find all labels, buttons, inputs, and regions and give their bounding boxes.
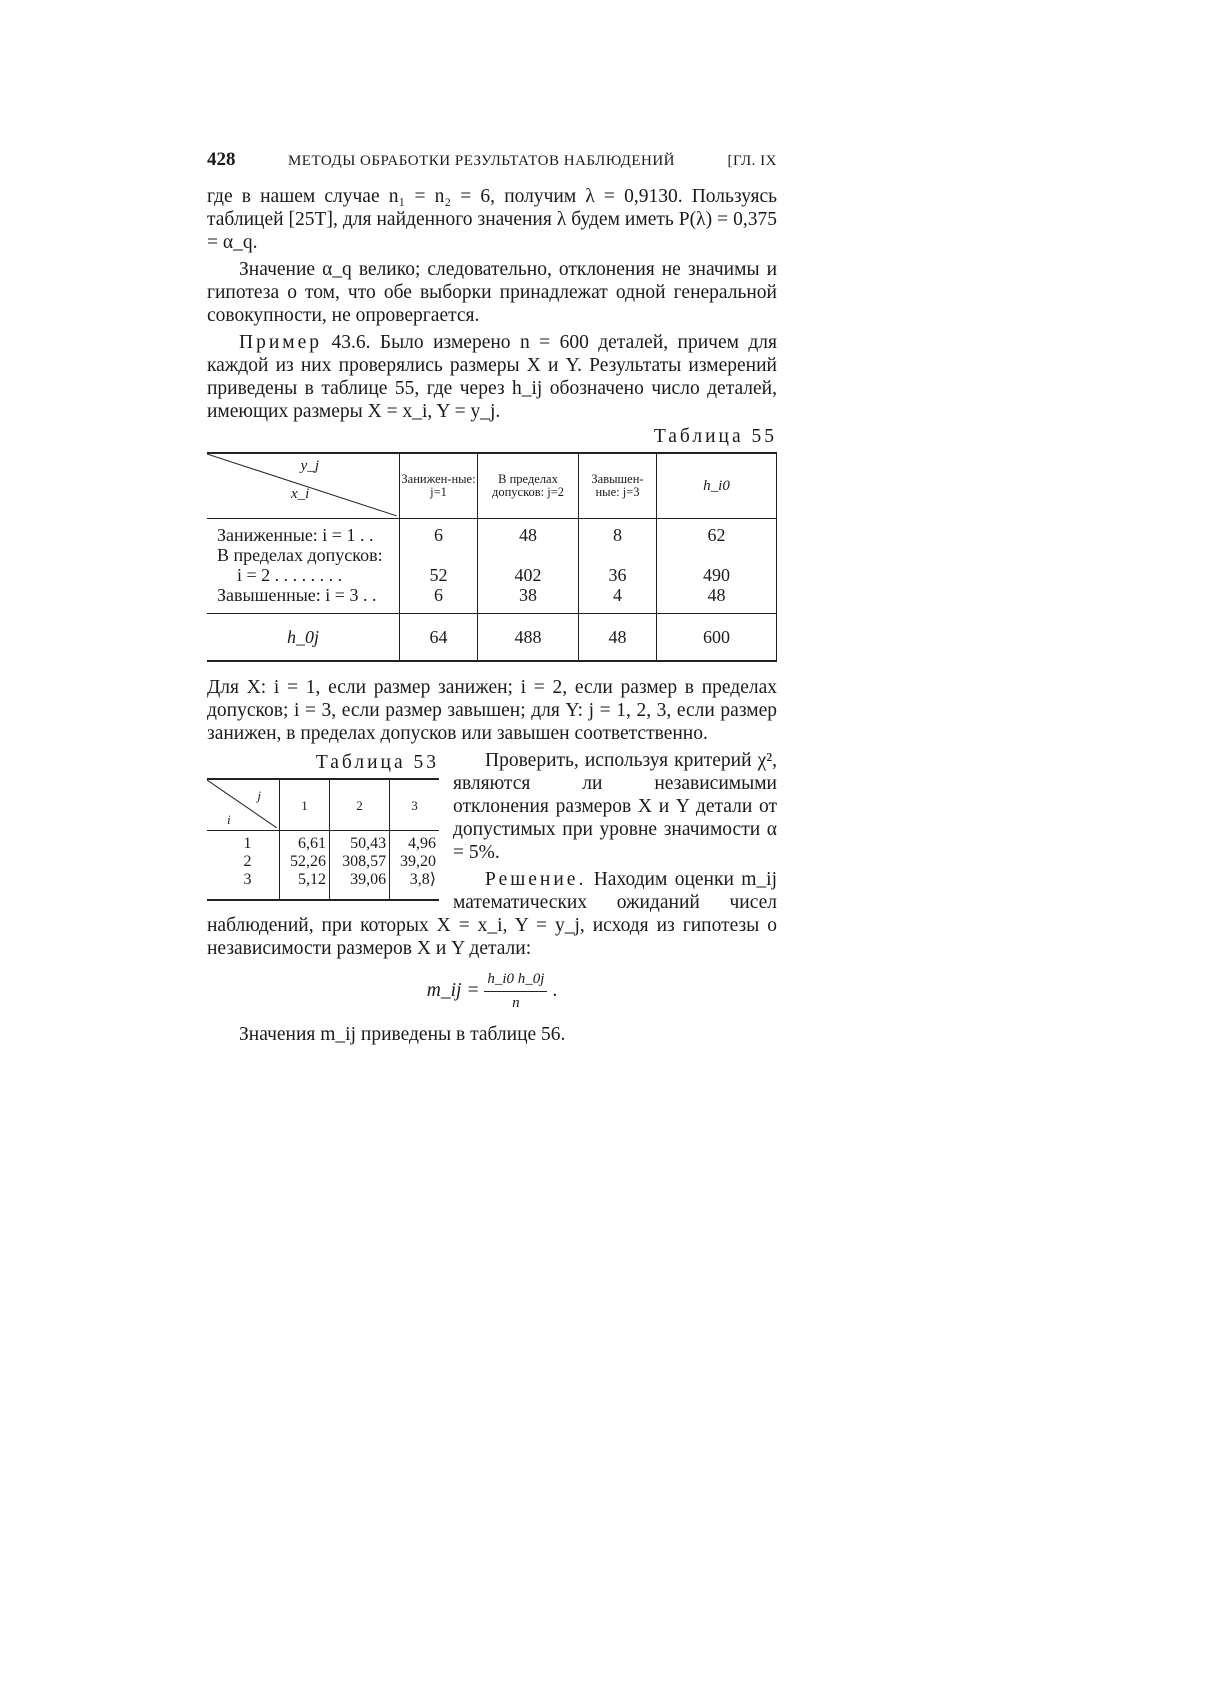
paragraph-2: Значение α_q велико; следовательно, отклонения не значимы и гипотеза о том, что обе выборки принадлежат одной генеральной совокупности, не опровергается. — [207, 259, 777, 326]
t53-col1 — [280, 831, 330, 901]
formula — [207, 968, 777, 1015]
t53-i-1: 1 — [243, 835, 252, 852]
cell-3-3: 4 — [613, 585, 622, 605]
col-header-2: В пределах допусков: j=2 — [478, 453, 579, 519]
col2-values — [478, 519, 579, 614]
t53-cell-1-2: 50,43 — [350, 835, 387, 852]
cell-2-1: 52 — [429, 565, 448, 585]
t53-cell-2-3: 39,20 — [400, 853, 436, 870]
t53-i-2: 2 — [243, 853, 252, 870]
col-header-3: Завышен-ные: j=3 — [579, 453, 657, 519]
paragraph-7: Значения m_ij приведены в таблице 56. — [239, 1024, 566, 1045]
table55-body-row — [207, 519, 777, 614]
corner-label-yj: y_j — [300, 458, 319, 474]
row-label-3: Завышенные: i = 3 . . — [217, 585, 377, 605]
running-title: МЕТОДЫ ОБРАБОТКИ РЕЗУЛЬТАТОВ НАБЛЮДЕНИЙ — [287, 153, 676, 169]
diagonal-line — [207, 780, 277, 828]
table55-caption: Таблица 55 — [653, 426, 777, 447]
t53-cell-2-2: 308,57 — [342, 853, 387, 870]
corner-label-j: j — [257, 788, 261, 803]
formula-lhs: m_ij = — [426, 979, 480, 1001]
t53-col-header-1: 1 — [280, 779, 330, 831]
cell-1-4: 62 — [707, 525, 726, 545]
corner-label-i: i — [227, 812, 231, 827]
footer-2: 488 — [478, 614, 579, 662]
cell-2-4: 490 — [703, 565, 730, 585]
example-lead: Пример — [239, 332, 323, 353]
table55-footer-row — [207, 614, 777, 662]
formula-denominator: n — [512, 995, 520, 1011]
cell-3-1: 6 — [434, 585, 443, 605]
text-with-float — [207, 749, 777, 960]
solution-lead: Решение. — [485, 869, 587, 890]
footer-1: 64 — [400, 614, 478, 662]
row-label-2a: В пределах допусков: — [217, 545, 383, 565]
table53-header-row — [207, 779, 439, 831]
t53-cell-1-1: 6,61 — [298, 835, 327, 852]
paragraph-5: Проверить, используя критерий χ², являются ли независимыми отклонения размеров X и Y детали от допустимых при уровне значимости α = 5%. — [453, 750, 777, 863]
t53-cell-3-1: 5,12 — [298, 871, 327, 888]
col1-values — [400, 519, 478, 614]
col-header-4: h_i0 — [657, 453, 777, 519]
paragraph-3 — [207, 331, 777, 423]
t53-cell-3-3: 3,8⟩ — [409, 871, 436, 888]
chapter-label: [ГЛ. IX — [727, 153, 777, 169]
table55-corner-cell — [207, 453, 400, 519]
table-53 — [207, 778, 439, 901]
t53-cell-2-1: 52,26 — [290, 853, 327, 870]
col-header-1: Занижен-ные: j=1 — [400, 453, 478, 519]
row-labels — [207, 519, 400, 614]
table53-corner-cell — [207, 779, 280, 831]
page-number: 428 — [207, 149, 236, 170]
solution-text: Находим оценки m_ij математических ожиданий чисел наблюдений, при которых X = x_i, Y = y_j, исходя из гипотезы о независимости размеров X и Y детали: — [207, 869, 778, 959]
table53-box — [207, 749, 439, 901]
cell-3-4: 48 — [707, 585, 726, 605]
table-55 — [207, 452, 777, 662]
col3-values — [579, 519, 657, 614]
paragraph-1: где в нашем случае n₁ = n₂ = 6, получим λ = 0,9130. Пользуясь таблицей [25T], для найденного значения λ будем иметь P(λ) = 0,375 = α_q. — [207, 186, 777, 253]
t53-col3 — [390, 831, 439, 901]
table53-body-row — [207, 831, 439, 901]
t53-col-header-3: 3 — [390, 779, 439, 831]
table53-caption: Таблица 53 — [315, 752, 439, 773]
cell-1-3: 8 — [613, 525, 622, 545]
t53-col-header-2: 2 — [330, 779, 390, 831]
t53-row-index — [207, 831, 280, 901]
corner-label-xi: x_i — [291, 486, 310, 502]
formula-fraction — [484, 968, 547, 1015]
row-label-1: Заниженные: i = 1 . . — [217, 525, 374, 545]
example-text: 43.6. Было измерено n = 600 деталей, причем для каждой из них проверялись размеры X и Y. Результаты измерений приведены в таблице 55, где через h_ij обозначено число деталей, имеющих размеры X = x_i, Y = y_j. — [207, 332, 777, 422]
cell-2-3: 36 — [608, 565, 627, 585]
running-header — [207, 148, 777, 173]
paragraph-4-text: Для X: i = 1, если размер занижен; i = 2, если размер в пределах допусков; i = 3, если размер завышен; для Y: j = 1, 2, 3, если размер занижен, в пределах допусков или завышен соответственно. — [207, 677, 777, 744]
t53-cell-1-3: 4,96 — [408, 835, 436, 852]
t53-cell-3-2: 39,06 — [350, 871, 387, 888]
footer-3: 48 — [579, 614, 657, 662]
table55-header-row — [207, 453, 777, 519]
cell-1-2: 48 — [519, 525, 537, 545]
t53-i-3: 3 — [243, 871, 252, 888]
cell-1-1: 6 — [434, 525, 443, 545]
paragraph-4 — [207, 676, 777, 745]
book-page — [207, 148, 777, 1046]
formula-numerator: h_i0 h_0j — [484, 968, 547, 992]
t53-col2 — [330, 831, 390, 901]
cell-3-2: 38 — [519, 585, 537, 605]
col4-values — [657, 519, 777, 614]
cell-2-2: 402 — [514, 565, 542, 585]
row-label-2b: i = 2 . . . . . . . . — [237, 565, 343, 585]
footer-label: h_0j — [207, 614, 400, 662]
formula-end: . — [552, 979, 558, 1001]
footer-4: 600 — [657, 614, 777, 662]
